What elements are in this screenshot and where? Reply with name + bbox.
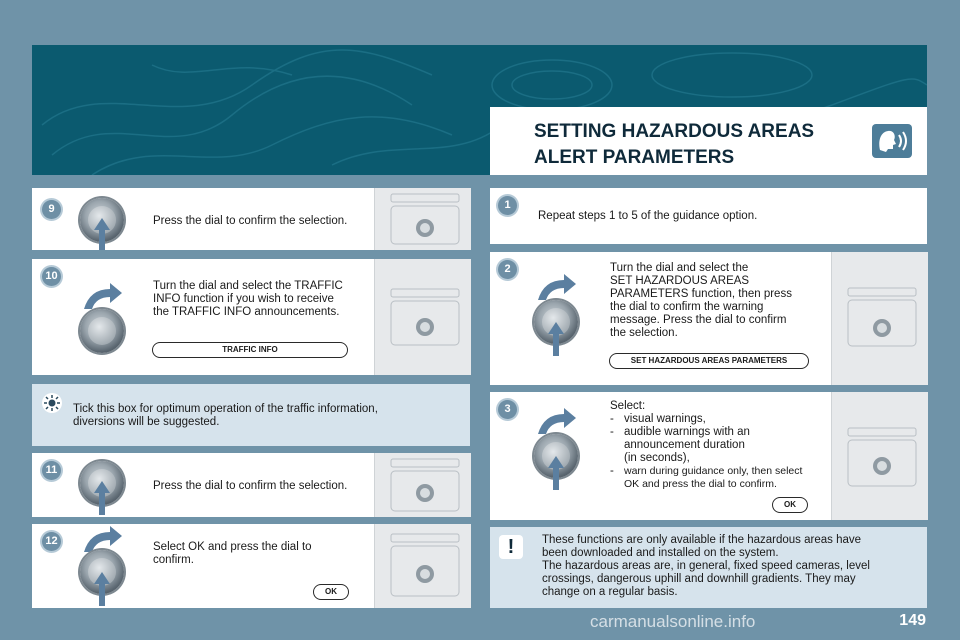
control-panel-illustration xyxy=(374,259,471,375)
step-12-text: Select OK and press the dial to confirm. xyxy=(153,541,312,566)
control-panel-illustration xyxy=(374,188,471,250)
exclamation-icon: ! xyxy=(499,535,523,559)
warning-text: These functions are only available if the hazardous areas have been downloaded and installed on the system. The hazardous areas are, in general, fixed speed cameras, level crossings, dangerous uphill and downhill gradients. They may change on a regular basis. xyxy=(542,534,870,598)
step-3-options-list: Select: - visual warnings, - audible warnings with an announcement duration (in seconds), - warn during guidance only, then select OK and press the dial to confirm. xyxy=(610,400,832,491)
warning-card xyxy=(490,527,927,608)
press-arrow-icon xyxy=(93,218,111,250)
list-item: - warn during guidance only, then select OK and press the dial to confirm. xyxy=(610,465,803,490)
control-panel-illustration xyxy=(374,453,471,517)
control-panel-illustration xyxy=(374,524,471,608)
step-number-badge: 12 xyxy=(42,532,61,551)
step-11-text: Press the dial to confirm the selection. xyxy=(153,480,348,492)
tip-text: Tick this box for optimum operation of the traffic information, diversions will be suggested. xyxy=(73,403,378,428)
step-9-card xyxy=(32,188,470,250)
watermark: carmanualsonline.info xyxy=(590,612,756,631)
step-number-badge: 2 xyxy=(498,260,517,279)
step-10-text: Turn the dial and select the TRAFFIC INFO function if you wish to receive the TRAFFIC INFO announcements. xyxy=(153,280,343,318)
step-11-card xyxy=(32,453,470,517)
title-panel xyxy=(490,107,927,175)
step-2-card xyxy=(490,252,927,385)
press-arrow-icon xyxy=(93,572,111,606)
list-item: - audible warnings with an announcement duration (in seconds), xyxy=(610,426,750,464)
press-arrow-icon xyxy=(547,456,565,490)
press-arrow-icon xyxy=(547,322,565,356)
list-item: - visual warnings, xyxy=(610,413,706,425)
control-panel-illustration xyxy=(831,392,928,520)
step-number-badge: 9 xyxy=(42,200,61,219)
step-1-card xyxy=(490,188,927,244)
step-3-card xyxy=(490,392,927,520)
tip-card xyxy=(32,384,470,446)
turn-arrow-icon xyxy=(534,272,578,302)
step-number-badge: 1 xyxy=(498,196,517,215)
set-hazardous-areas-parameters-menu-label: SET HAZARDOUS AREAS PARAMETERS xyxy=(609,353,809,369)
step-number-badge: 10 xyxy=(42,267,61,286)
step-number-badge: 11 xyxy=(42,461,61,480)
step-9-text: Press the dial to confirm the selection. xyxy=(153,215,348,227)
step-1-text: Repeat steps 1 to 5 of the guidance option. xyxy=(538,210,758,222)
step-10-card xyxy=(32,259,470,375)
step-2-text: Turn the dial and select the SET HAZARDOUS AREAS PARAMETERS function, then press the dial to confirm the warning message. Press the dial to confirm the selection. xyxy=(610,262,792,339)
ok-menu-label: OK xyxy=(772,497,808,513)
page-number: 149 xyxy=(899,612,926,629)
control-panel-illustration xyxy=(831,252,928,385)
turn-arrow-icon xyxy=(80,281,124,311)
voice-speaker-icon xyxy=(872,124,912,158)
ok-menu-label: OK xyxy=(313,584,349,600)
press-arrow-icon xyxy=(93,481,111,515)
page-title: SETTING HAZARDOUS AREAS ALERT PARAMETERS xyxy=(534,121,815,168)
step-12-card xyxy=(32,524,470,608)
sun-tip-icon xyxy=(42,393,62,413)
turn-arrow-icon xyxy=(534,406,578,436)
rotary-dial-icon xyxy=(80,309,124,353)
step-number-badge: 3 xyxy=(498,400,517,419)
traffic-info-menu-label: TRAFFIC INFO xyxy=(152,342,348,358)
